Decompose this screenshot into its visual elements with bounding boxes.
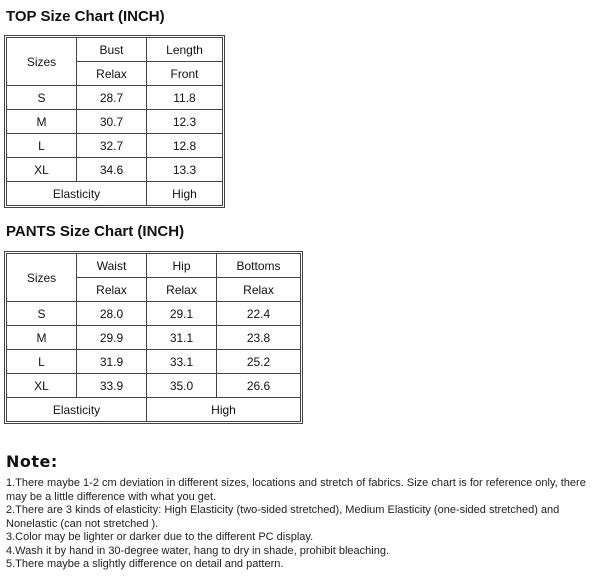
size-cell: S [7, 302, 77, 326]
note-item: 4.Wash it by hand in 30-degree water, hang to dry in shade, prohibit bleaching. [6, 544, 390, 557]
elasticity-row [7, 182, 223, 206]
length-cell: 11.8 [147, 86, 223, 110]
top-size-table [6, 37, 223, 206]
hip-cell: 29.1 [147, 302, 217, 326]
bottoms-cell: 22.4 [217, 302, 301, 326]
pants-size-chart-title: PANTS Size Chart (INCH) [6, 223, 185, 240]
length-cell: 12.8 [147, 134, 223, 158]
note-title: Note: [6, 452, 58, 471]
hip-cell: 31.1 [147, 326, 217, 350]
column-header-hip: Hip [147, 254, 217, 278]
size-cell: XL [7, 374, 77, 398]
size-cell: M [7, 110, 77, 134]
column-header-waist: Waist [77, 254, 147, 278]
table-header-row [7, 254, 301, 278]
waist-cell: 28.0 [77, 302, 147, 326]
note-item: 3.Color may be lighter or darker due to the different PC display. [6, 531, 314, 543]
sizes-header: Sizes [7, 38, 77, 86]
elasticity-row [7, 398, 301, 422]
column-subheader-bust: Relax [77, 62, 147, 86]
bottoms-cell: 23.8 [217, 326, 301, 350]
table-row [7, 302, 301, 326]
waist-cell: 31.9 [77, 350, 147, 374]
pants-size-table [6, 253, 301, 422]
note-item: 1.There maybe 1-2 cm deviation in different sizes, locations and stretch of fabrics. Size chart is for reference only, there may be a little difference with what you get. [6, 477, 586, 503]
bust-cell: 32.7 [77, 134, 147, 158]
elasticity-label: Elasticity [7, 398, 147, 422]
length-cell: 13.3 [147, 158, 223, 182]
top-size-chart-title: TOP Size Chart (INCH) [6, 8, 165, 25]
column-header-length: Length [147, 38, 223, 62]
column-header-bottoms: Bottoms [217, 254, 301, 278]
table-row [7, 158, 223, 182]
elasticity-value: High [147, 182, 223, 206]
bust-cell: 30.7 [77, 110, 147, 134]
size-cell: L [7, 350, 77, 374]
hip-cell: 33.1 [147, 350, 217, 374]
table-row [7, 134, 223, 158]
waist-cell: 29.9 [77, 326, 147, 350]
column-subheader-bottoms: Relax [217, 278, 301, 302]
table-row [7, 350, 301, 374]
size-cell: XL [7, 158, 77, 182]
size-cell: M [7, 326, 77, 350]
bust-cell: 28.7 [77, 86, 147, 110]
note-item: 2.There are 3 kinds of elasticity: High Elasticity (two-sided stretched), Medium Elasticity (one-sided stretched) and Nonelastic (can not stretched ). [6, 504, 560, 530]
bottoms-cell: 26.6 [217, 374, 301, 398]
column-subheader-waist: Relax [77, 278, 147, 302]
size-cell: S [7, 86, 77, 110]
bust-cell: 34.6 [77, 158, 147, 182]
size-cell: L [7, 134, 77, 158]
column-header-bust: Bust [77, 38, 147, 62]
column-subheader-length: Front [147, 62, 223, 86]
note-list [6, 477, 596, 572]
table-row [7, 374, 301, 398]
table-header-row [7, 38, 223, 62]
waist-cell: 33.9 [77, 374, 147, 398]
table-row [7, 326, 301, 350]
sizes-header: Sizes [7, 254, 77, 302]
hip-cell: 35.0 [147, 374, 217, 398]
column-subheader-hip: Relax [147, 278, 217, 302]
elasticity-value: High [147, 398, 301, 422]
length-cell: 12.3 [147, 110, 223, 134]
elasticity-label: Elasticity [7, 182, 147, 206]
table-row [7, 86, 223, 110]
note-item: 5.There maybe a slightly difference on detail and pattern. [6, 558, 284, 570]
bottoms-cell: 25.2 [217, 350, 301, 374]
table-row [7, 110, 223, 134]
